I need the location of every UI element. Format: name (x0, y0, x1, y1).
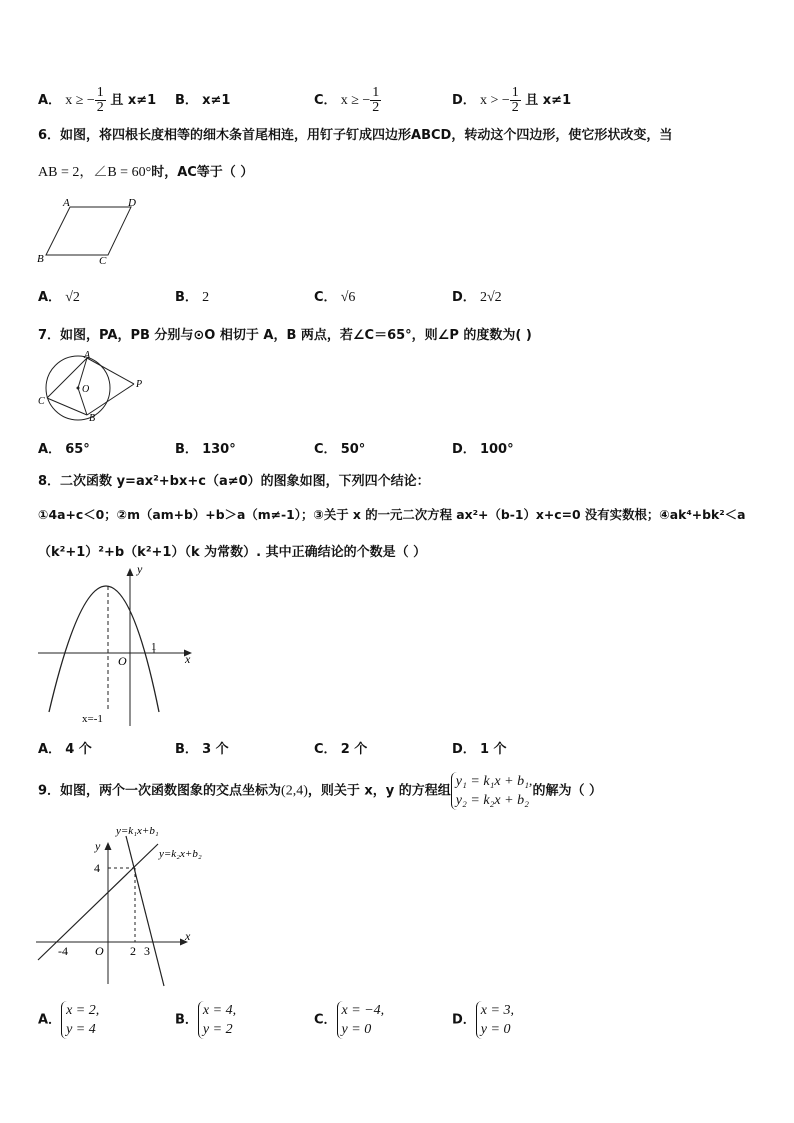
label-x: x (185, 652, 191, 666)
y-axis-arrow (127, 568, 134, 576)
q8-option-a[interactable]: A． 4 个 (38, 742, 92, 757)
label-x: x (185, 929, 191, 943)
q8-option-d[interactable]: D． 1 个 (452, 742, 507, 757)
tangent-pa (87, 358, 134, 384)
y-axis-arrow (105, 842, 112, 850)
label-y: y (137, 562, 143, 576)
q5-option-d[interactable]: D． x > − $\frac{1}{2}$ 且 x≠1 (452, 85, 572, 115)
label-one: 1 (151, 641, 157, 653)
fraction: $\frac{1}{2}$ (511, 85, 519, 115)
parabola-curve (49, 586, 159, 712)
label-three: 3 (144, 944, 150, 958)
label-o: O (82, 384, 90, 395)
label-o: O (118, 654, 127, 668)
q8-conclusions: ①4a+c＜0；②m（am+b）+b＞a（m≠-1）；③关于 x 的一元二次方程 ax²+（b-1）x+c=0 没有实数根；④ak⁴+bk²＜a (38, 507, 746, 522)
equation-system: y₁ = k₁x + b₁, y₂ = k₂x + b₂ (451, 772, 533, 810)
q6-option-c[interactable]: C． √6 (314, 290, 356, 305)
q7-option-d[interactable]: D． 100° (452, 442, 514, 457)
q9-linear-figure (34, 820, 204, 988)
label-a: A (84, 350, 91, 361)
q7-option-a[interactable]: A． 65° (38, 442, 90, 457)
fraction: $\frac{1}{2}$ (96, 85, 104, 115)
q5-option-c[interactable]: C． x ≥ − $\frac{1}{2}$ (314, 85, 380, 115)
center-o-dot (77, 387, 80, 390)
q7-option-c[interactable]: C． 50° (314, 442, 366, 457)
q8-option-c[interactable]: C． 2 个 (314, 742, 368, 757)
q5-option-b[interactable]: B． x≠1 (175, 93, 231, 108)
option-system: x = 2, y = 4 (61, 1001, 99, 1039)
q8-conclusions-cont: （k²+1）²+b（k²+1）（k 为常数）. 其中正确结论的个数是（ ） (38, 545, 427, 560)
q6-option-a[interactable]: A． √2 (38, 290, 80, 305)
option-system: x = −4, y = 0 (337, 1001, 385, 1039)
label-line1: y=k₁x+b₁ (116, 825, 159, 837)
label-line2: y=k₂x+b₂ (159, 848, 202, 860)
q6-rhombus-figure (30, 192, 150, 270)
label-neg4: -4 (58, 944, 68, 958)
label-c: C (38, 396, 45, 407)
label-four: 4 (94, 861, 100, 875)
q9-option-d[interactable]: D． x = 3, y = 0 (452, 1003, 514, 1037)
rhombus-abcd (46, 207, 131, 255)
label-b: B (37, 253, 44, 265)
q6-option-b[interactable]: B． 2 (175, 290, 210, 305)
label-two: 2 (130, 944, 136, 958)
q8-option-b[interactable]: B． 3 个 (175, 742, 229, 757)
q9-option-b[interactable]: B． x = 4, y = 2 (175, 1003, 237, 1037)
label-d: D (128, 197, 136, 209)
label-p: P (136, 379, 143, 390)
label-c: C (99, 255, 107, 267)
q9-stem: 9．如图，两个一次函数图象的交点坐标为(2,4)，则关于 x，y 的方程组 y₁ = k₁x + b₁, y₂ = k₂x + b₂ 的解为（ ） (38, 774, 602, 808)
label-a: A (63, 197, 70, 209)
q7-circle-figure (30, 348, 160, 426)
q9-option-a[interactable]: A． x = 2, y = 4 (38, 1003, 100, 1037)
label-b: B (89, 413, 96, 424)
q9-option-c[interactable]: C． x = −4, y = 0 (314, 1003, 385, 1037)
chord-cb (47, 398, 87, 415)
q7-option-b[interactable]: B． 130° (175, 442, 236, 457)
tangent-pb (87, 384, 134, 415)
fraction: $\frac{1}{2}$ (372, 85, 380, 115)
label-o: O (95, 944, 104, 958)
q8-stem: 8．二次函数 y=ax²+bx+c（a≠0）的图象如图，下列四个结论： (38, 474, 430, 489)
option-system: x = 3, y = 0 (476, 1001, 514, 1039)
q6-option-d[interactable]: D． 2√2 (452, 290, 502, 305)
label-y: y (95, 839, 101, 853)
q6-stem-line2: AB = 2，∠B = 60°时，AC等于（ ） (38, 165, 254, 180)
q5-option-a[interactable]: A． x ≥ − $\frac{1}{2}$ 且 x≠1 (38, 85, 157, 115)
q8-parabola-figure (34, 562, 196, 730)
label-axis-eq: x=-1 (82, 713, 103, 725)
option-system: x = 4, y = 2 (198, 1001, 236, 1039)
q7-stem: 7．如图，PA，PB 分别与⊙O 相切于 A，B 两点，若∠C＝65°，则∠P 的度数为( ) (38, 328, 532, 343)
q6-stem-line1: 6．如图，将四根长度相等的细木条首尾相连，用钉子钉成四边形ABCD，转动这个四边形，使它形状改变，当 (38, 128, 673, 143)
